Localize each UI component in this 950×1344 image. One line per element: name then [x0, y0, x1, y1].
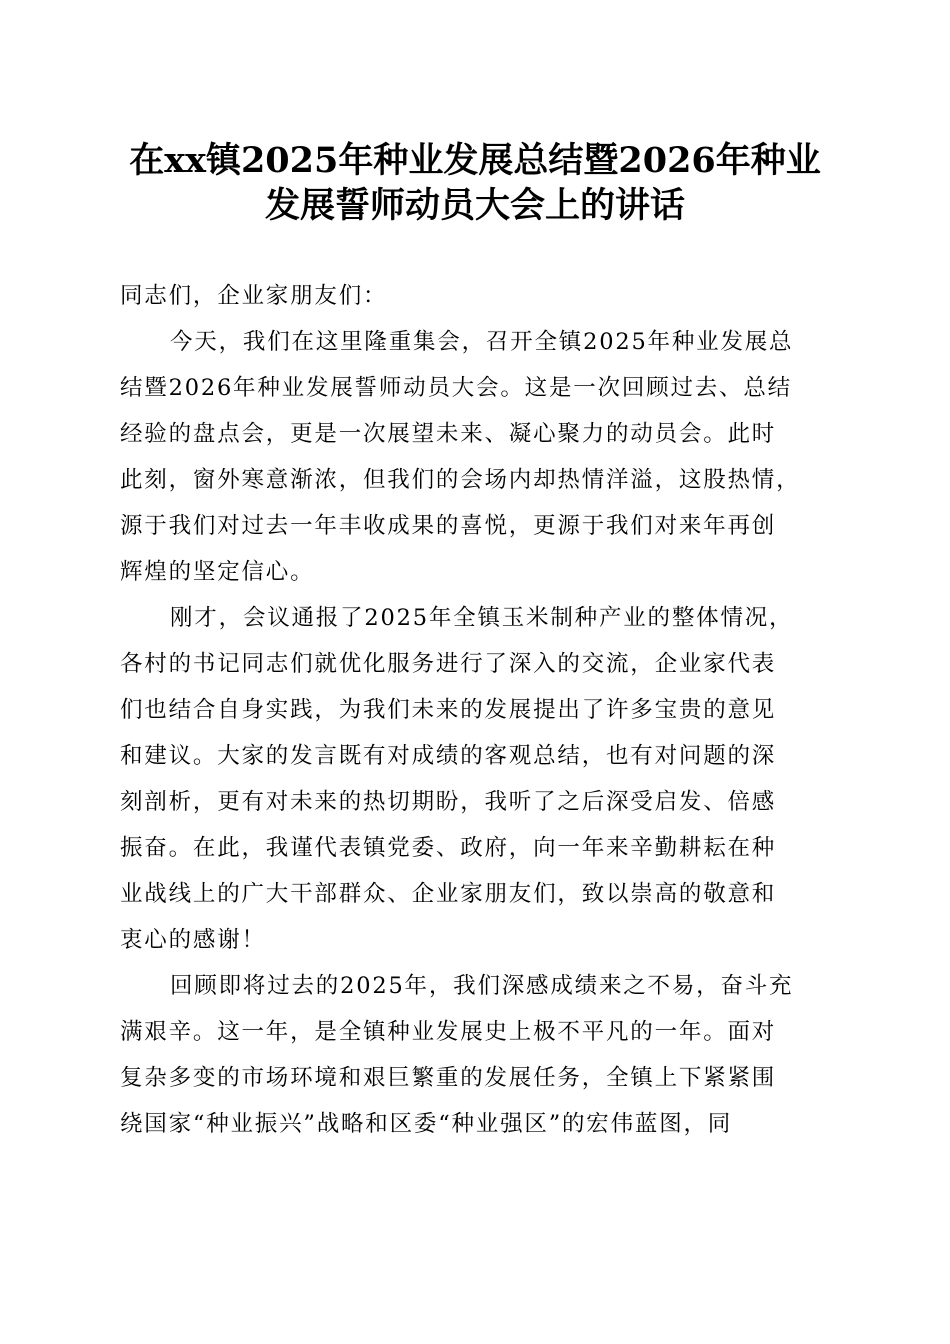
paragraph-line: 业战线上的广大干部群众、企业家朋友们，致以崇高的敬意和 [120, 881, 777, 907]
paragraph-line: 们也结合自身实践，为我们未来的发展提出了许多宝贵的意见 [120, 697, 777, 723]
paragraph-line: 此刻，窗外寒意渐浓，但我们的会场内却热情洋溢，这股热情， [120, 467, 801, 493]
document-title [100, 138, 850, 228]
paragraph-line: 刚才，会议通报了2025年全镇玉米制种产业的整体情况， [170, 605, 794, 631]
paragraph-line: 振奋。在此，我谨代表镇党委、政府，向一年来辛勤耕耘在种 [120, 835, 777, 861]
paragraph-line: 结暨2026年种业发展誓师动员大会。这是一次回顾过去、总结 [120, 375, 792, 401]
paragraph-line: 源于我们对过去一年丰收成果的喜悦，更源于我们对来年再创 [120, 513, 777, 539]
paragraph-line: 绕国家“种业振兴”战略和区委“种业强区”的宏伟蓝图，同 [120, 1111, 733, 1137]
paragraph-line: 满艰辛。这一年，是全镇种业发展史上极不平凡的一年。面对 [120, 1019, 777, 1045]
title-line-2: 发展誓师动员大会上的讲话 [264, 185, 685, 226]
paragraph-line: 衷心的感谢！ [120, 927, 266, 953]
paragraph-line: 刻剖析，更有对未来的热切期盼，我听了之后深受启发、倍感 [120, 789, 777, 815]
paragraph-line: 各村的书记同志们就优化服务进行了深入的交流，企业家代表 [120, 651, 777, 677]
paragraph-line: 和建议。大家的发言既有对成绩的客观总结，也有对问题的深 [120, 743, 777, 769]
paragraph-1 [120, 319, 832, 595]
paragraph-3 [120, 963, 832, 1147]
paragraph-line: 回顾即将过去的2025年，我们深感成绩来之不易，奋斗充 [170, 973, 794, 999]
paragraph-2 [120, 595, 832, 963]
paragraph-line: 复杂多变的市场环境和艰巨繁重的发展任务，全镇上下紧紧围 [120, 1065, 777, 1091]
salutation: 同志们，企业家朋友们： [120, 283, 388, 309]
paragraph-line: 今天，我们在这里隆重集会，召开全镇2025年种业发展总 [170, 329, 794, 355]
paragraph-line: 辉煌的坚定信心。 [120, 559, 315, 585]
paragraph-line: 经验的盘点会，更是一次展望未来、凝心聚力的动员会。此时 [120, 421, 777, 447]
document-body [120, 273, 832, 1147]
title-line-1: 在xx镇2025年种业发展总结暨2026年种业 [129, 140, 821, 181]
